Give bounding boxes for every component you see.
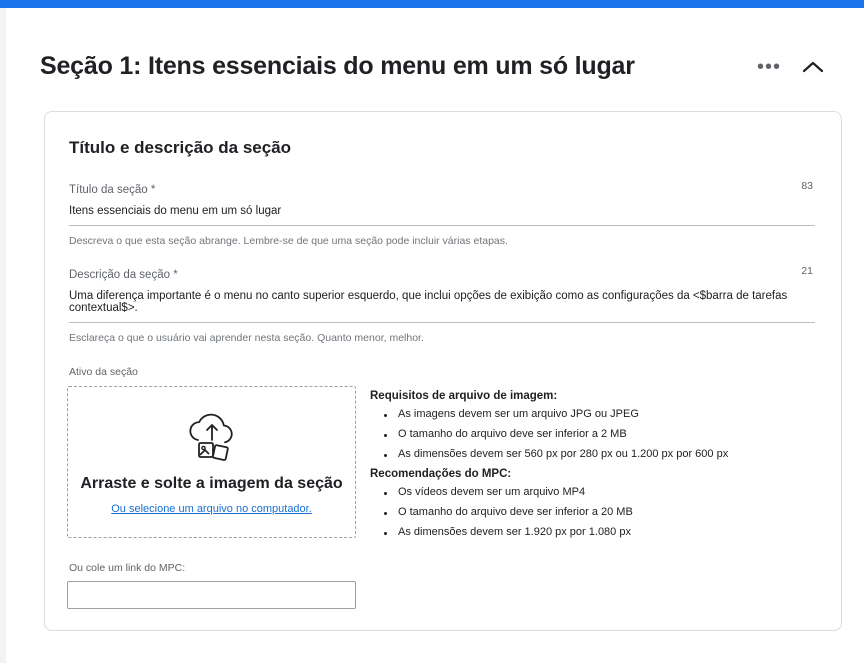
mpc-link-input[interactable] [67,581,356,609]
select-file-link[interactable]: Ou selecione um arquivo no computador. [111,502,312,515]
card-title: Título e descrição da seção [69,138,292,157]
image-requirements-heading: Requisitos de arquivo de imagem: [370,390,558,402]
list-item: Os vídeos devem ser um arquivo MP4 [384,486,815,498]
list-item: As dimensões devem ser 1.920 px por 1.080 px [384,526,815,538]
section-description-field [69,265,815,344]
more-options-icon[interactable] [756,54,782,80]
dropzone-title: Arraste e solte a imagem da seção [80,474,343,492]
list-item: O tamanho do arquivo deve ser inferior a 2 MB [384,428,815,440]
section-title-counter: 83 [801,180,813,192]
chevron-up-icon[interactable] [800,54,826,80]
cloud-upload-icon [181,410,243,471]
image-requirements-list [370,408,815,460]
section-description-input[interactable]: Uma diferença importante é o menu no canto superior esquerdo, que inclui opções de exibição como as configurações da <$barra de tarefas contextual$>. [69,290,815,323]
section-asset-row [67,386,815,546]
section-title-help: Descreva o que esta seção abrange. Lembre-se de que uma seção pode incluir várias etapas. [69,235,508,247]
section-title-input[interactable]: Itens essenciais do menu em um só lugar [69,205,815,226]
top-accent-bar [0,0,864,8]
section-header [6,8,864,81]
file-requirements [370,386,815,546]
list-item: O tamanho do arquivo deve ser inferior a 20 MB [384,506,815,518]
section-title-label: Título da seção * [69,184,156,196]
section-description-help: Esclareça o que o usuário vai aprender nesta seção. Quanto menor, melhor. [69,332,424,344]
section-editor-page [0,8,864,663]
video-requirements-heading: Recomendações do MPC: [370,468,512,480]
section-title-field [69,180,815,247]
section-description-label: Descrição da seção * [69,269,178,281]
mpc-link-label: Ou cole um link do MPC: [69,562,186,574]
page-title: Seção 1: Itens essenciais do menu em um só lugar [40,52,635,80]
list-item: As dimensões devem ser 560 px por 280 px ou 1.200 px por 600 px [384,448,815,460]
section-asset-label: Ativo da seção [69,366,138,378]
section-details-card [44,111,842,631]
list-item: As imagens devem ser um arquivo JPG ou JPEG [384,408,815,420]
image-dropzone[interactable] [67,386,356,538]
more-options-glyph: ••• [756,55,781,78]
video-requirements-list [370,486,815,538]
header-actions [756,54,836,80]
section-description-counter: 21 [801,265,813,277]
